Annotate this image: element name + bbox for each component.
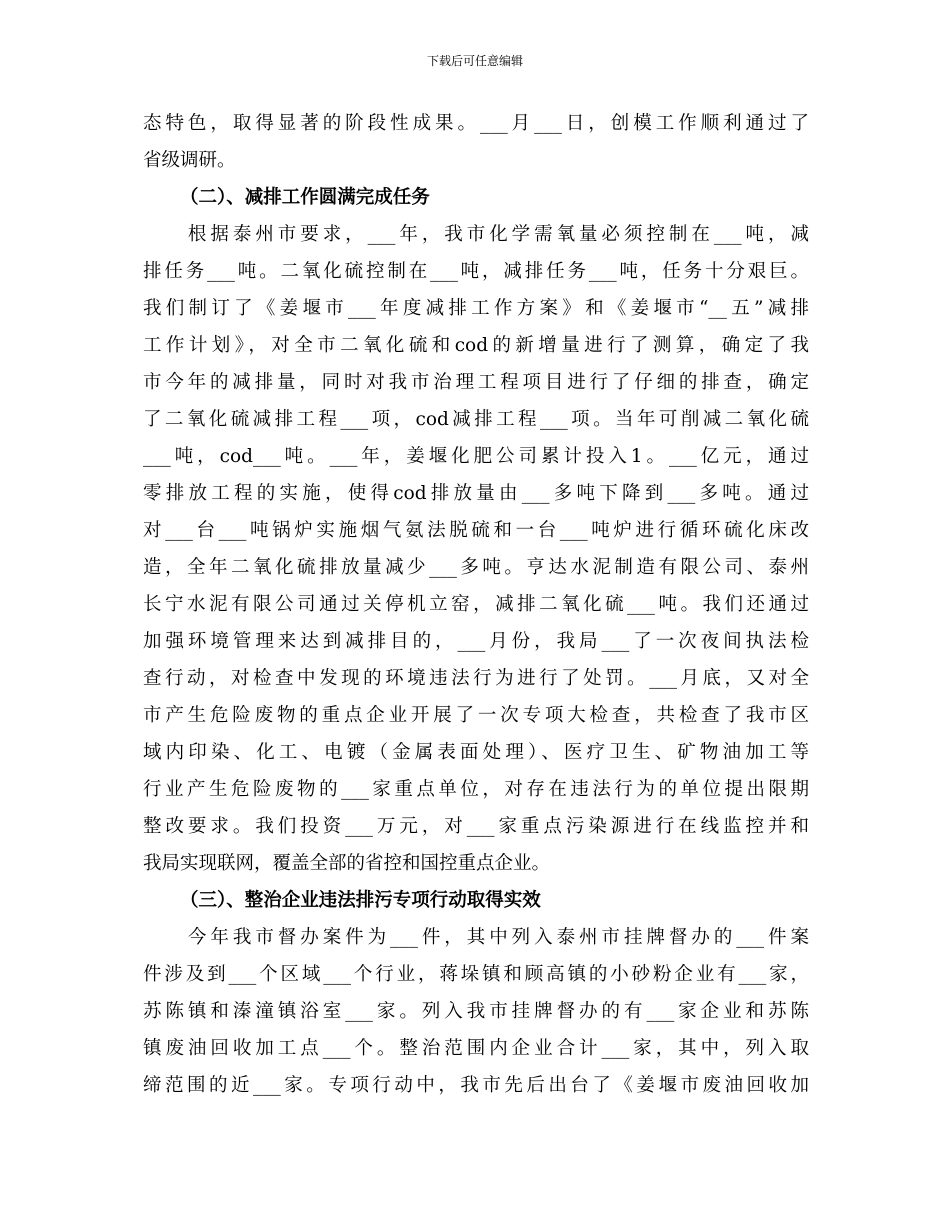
text-line: 加强环境管理来达到减排目的，___月份，我局___了一次夜间执法检 bbox=[143, 631, 809, 652]
text-line: 对___台___吨锅炉实施烟气氨法脱硫和一台___吨炉进行循环硫化床改 bbox=[143, 520, 809, 541]
section-heading: （二）、减排工作圆满完成任务 bbox=[180, 187, 430, 208]
text-line: 根据泰州市要求，___年，我市化学需氧量必须控制在___吨，减 bbox=[143, 224, 809, 245]
text-line: 工作计划》，对全市二氧化硫和cod的新增量进行了测算，确定了我 bbox=[143, 335, 809, 356]
text-line: 我局实现联网，覆盖全部的省控和国控重点企业。 bbox=[143, 853, 551, 874]
text-line: 省级调研。 bbox=[143, 150, 236, 171]
text-line: 苏陈镇和溱潼镇浴室___家。列入我市挂牌督办的有___家企业和苏陈 bbox=[143, 1001, 809, 1022]
text-line: 长宁水泥有限公司通过关停机立窑，减排二氧化硫___吨。我们还通过 bbox=[143, 594, 809, 615]
text-line: 整改要求。我们投资___万元，对___家重点污染源进行在线监控并和 bbox=[143, 816, 809, 837]
text-line: 域内印染、化工、电镀（金属表面处理）、医疗卫生、矿物油加工等 bbox=[143, 742, 809, 763]
text-line: 缔范围的近___家。专项行动中，我市先后出台了《姜堰市废油回收加 bbox=[143, 1075, 809, 1096]
text-line: 造，全年二氧化硫排放量减少___多吨。亨达水泥制造有限公司、泰州 bbox=[143, 557, 809, 578]
text-line: 查行动，对检查中发现的环境违法行为进行了处罚。___月底，又对全 bbox=[143, 668, 809, 689]
text-line: 态特色，取得显著的阶段性成果。___月___日，创模工作顺利通过了 bbox=[143, 113, 809, 134]
section-heading: （三）、整治企业违法排污专项行动取得实效 bbox=[180, 890, 541, 911]
text-line: 镇废油回收加工点___个。整治范围内企业合计___家，其中，列入取 bbox=[143, 1038, 809, 1059]
text-line: 市今年的减排量，同时对我市治理工程项目进行了仔细的排查，确定 bbox=[143, 372, 809, 393]
page-header: 下载后可任意编辑 bbox=[426, 54, 523, 68]
text-line: ___吨，cod___吨。___年，姜堰化肥公司累计投入1。___亿元，通过 bbox=[143, 446, 809, 467]
text-line: 了二氧化硫减排工程___项，cod减排工程___项。当年可削减二氧化硫 bbox=[143, 409, 809, 430]
text-line: 零排放工程的实施，使得cod排放量由___多吨下降到___多吨。通过 bbox=[143, 483, 809, 504]
text-line: 市产生危险废物的重点企业开展了一次专项大检查，共检查了我市区 bbox=[143, 705, 809, 726]
text-line: 我们制订了《姜堰市___年度减排工作方案》和《姜堰市“__五”减排 bbox=[143, 298, 809, 319]
text-line: 件涉及到___个区域___个行业，蒋垛镇和顾高镇的小砂粉企业有___家， bbox=[143, 964, 809, 985]
text-line: 今年我市督办案件为___件，其中列入泰州市挂牌督办的___件案 bbox=[143, 927, 809, 948]
text-line: 排任务___吨。二氧化硫控制在___吨，减排任务___吨，任务十分艰巨。 bbox=[143, 261, 809, 282]
text-line: 行业产生危险废物的___家重点单位，对存在违法行为的单位提出限期 bbox=[143, 779, 809, 800]
document-body bbox=[143, 105, 809, 1104]
